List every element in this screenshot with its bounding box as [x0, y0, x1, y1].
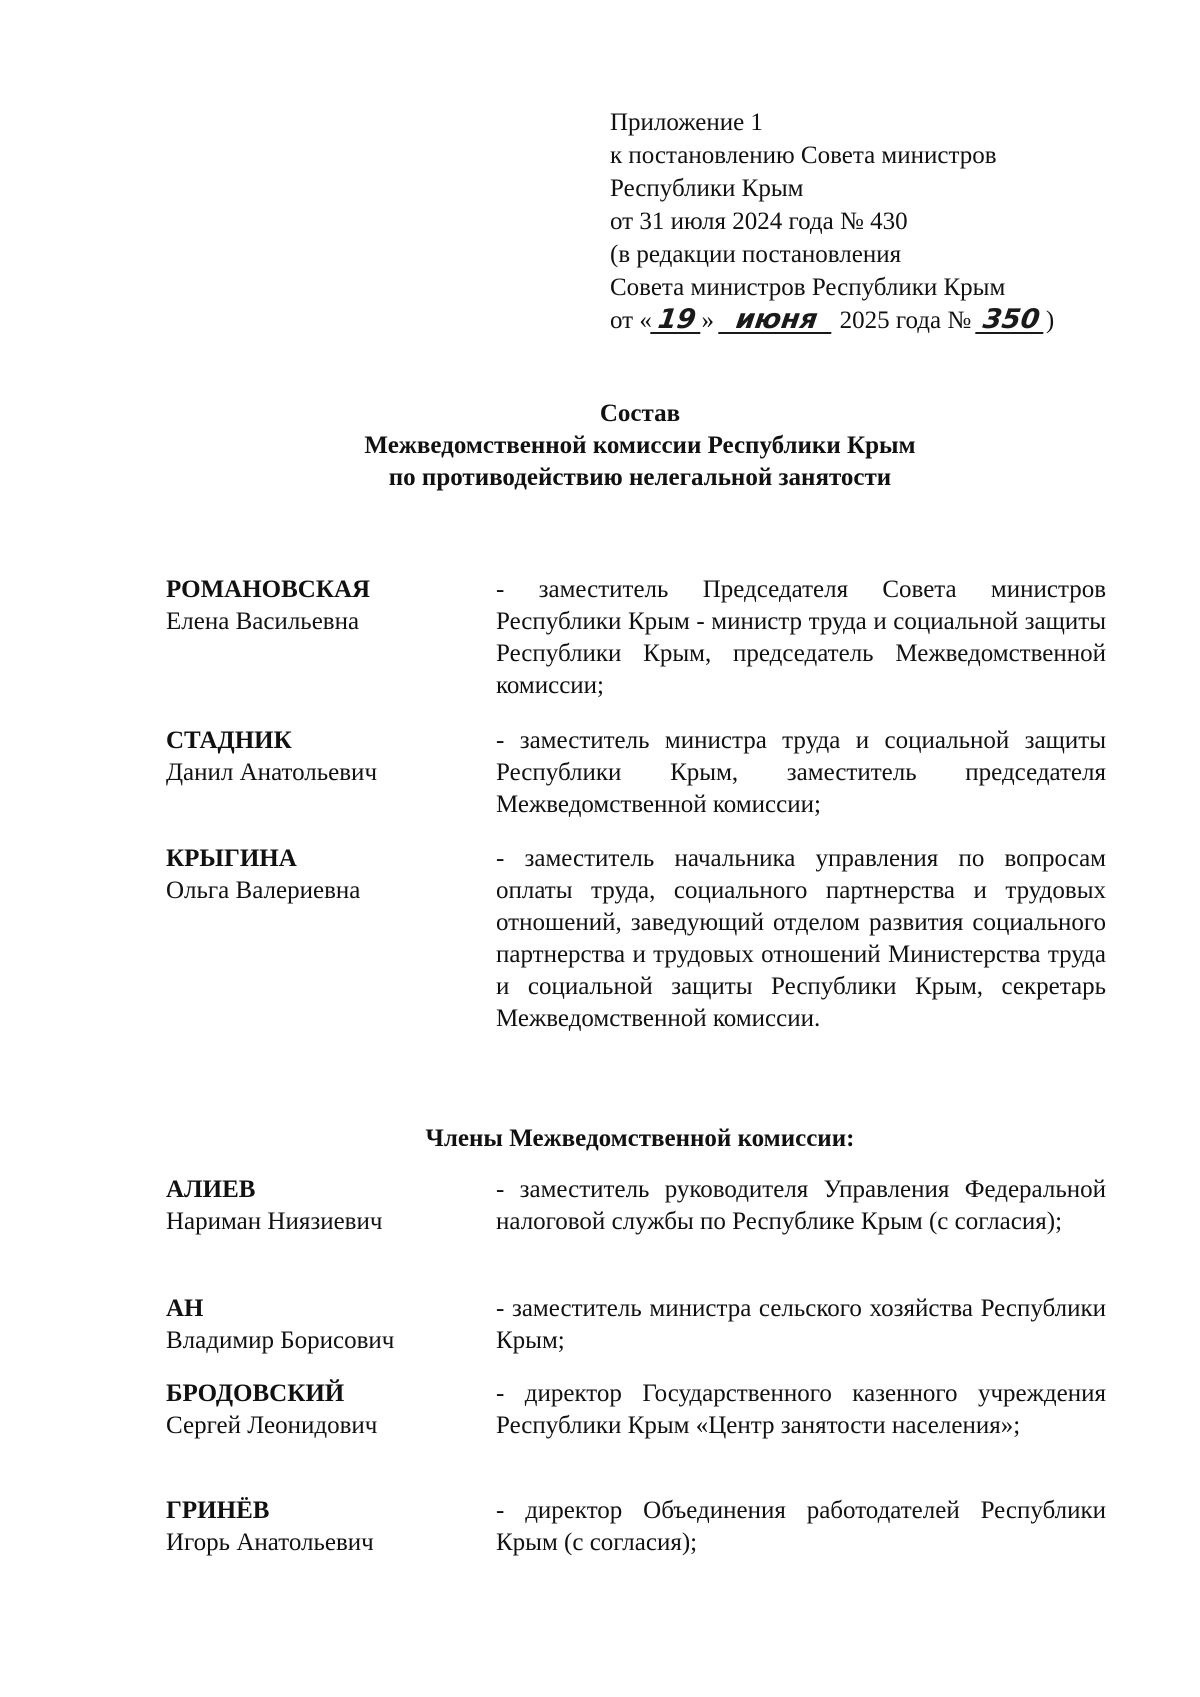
person-name: [166, 725, 486, 789]
person-surname: СТАДНИК: [166, 727, 292, 754]
handwritten-number: 350: [976, 308, 1048, 334]
person-position: - директор Объединения работодателей Республики Крым (с согласия);: [496, 1497, 1106, 1556]
appendix-line: (в редакции постановления: [610, 241, 902, 268]
date-year: 2025 года №: [839, 307, 972, 334]
date-suffix: ): [1045, 307, 1055, 334]
person-position: - директор Государственного казенного учреждения Республики Крым «Центр занятости населения»;: [496, 1380, 1106, 1439]
title-line: Межведомственной комиссии Республики Крым: [364, 432, 916, 459]
appendix-date-line: [610, 304, 1054, 337]
handwritten-day: 19: [650, 308, 703, 334]
person-given-name: Ольга Валериевна: [166, 877, 361, 904]
appendix-line: к постановлению Совета министров: [610, 142, 997, 169]
members-section-heading: Члены Межведомственной комиссии:: [425, 1125, 855, 1152]
person-name: [166, 1378, 486, 1442]
person-surname: АН: [166, 1295, 204, 1322]
date-mid: »: [701, 307, 714, 334]
person-given-name: Сергей Леонидович: [166, 1412, 378, 1439]
person-given-name: Нариман Ниязиевич: [166, 1208, 383, 1235]
person-surname: ГРИНЁВ: [166, 1497, 270, 1524]
person-given-name: Владимир Борисович: [166, 1327, 395, 1354]
person-surname: АЛИЕВ: [166, 1176, 256, 1203]
person-given-name: Данил Анатольевич: [166, 759, 378, 786]
person-name: [166, 843, 486, 907]
person-position: - заместитель начальника управления по вопросам оплаты труда, социального партнерства и трудовых отношений, заведующий отделом развития социального партнерства и трудовых отношений Министерства труда и социальной защиты Республики Крым, секретарь Межведомственной комиссии.: [496, 845, 1106, 1032]
appendix-line: Республики Крым: [610, 175, 804, 202]
appendix-header: [610, 106, 1054, 337]
person-surname: КРЫГИНА: [166, 845, 297, 872]
person-given-name: Елена Васильевна: [166, 608, 360, 635]
person-name: [166, 1174, 486, 1238]
person-position: - заместитель Председателя Совета министров Республики Крым - министр труда и социальной защиты Республики Крым, председатель Межведомственной комиссии;: [496, 576, 1106, 699]
person-surname: РОМАНОВСКАЯ: [166, 576, 371, 603]
person-name: [166, 574, 486, 638]
handwritten-month: июня: [718, 308, 835, 334]
person-position: - заместитель министра сельского хозяйства Республики Крым;: [496, 1295, 1106, 1354]
person-position: - заместитель министра труда и социальной защиты Республики Крым, заместитель председателя Межведомственной комиссии;: [496, 727, 1106, 818]
document-title: [0, 398, 1200, 494]
appendix-line: Приложение 1: [610, 109, 763, 136]
person-name: [166, 1293, 486, 1357]
title-line: по противодействию нелегальной занятости: [388, 464, 892, 491]
person-name: [166, 1495, 486, 1559]
appendix-line: от 31 июля 2024 года № 430: [610, 208, 908, 235]
date-prefix: от «: [610, 307, 652, 334]
appendix-line: Совета министров Республики Крым: [610, 274, 1006, 301]
person-position: - заместитель руководителя Управления Федеральной налоговой службы по Республике Крым (с согласия);: [496, 1176, 1106, 1235]
person-given-name: Игорь Анатольевич: [166, 1529, 374, 1556]
title-line: Состав: [599, 400, 681, 427]
person-surname: БРОДОВСКИЙ: [166, 1380, 345, 1407]
